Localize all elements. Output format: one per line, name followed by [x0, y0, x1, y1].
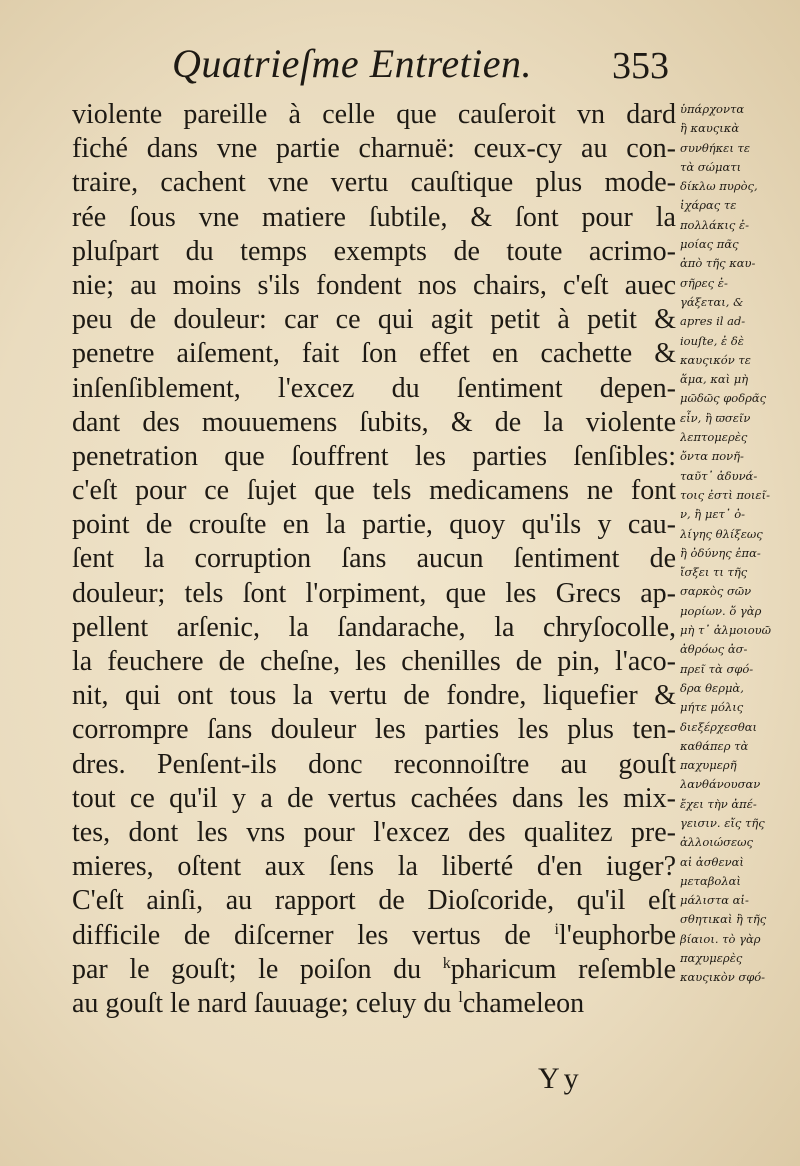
- text-line: [72, 987, 676, 1021]
- text-line: rée ſous vne matiere ſubtile, & ſont pour la: [72, 201, 676, 233]
- margin-note-line: ἀθρόως ἀσ-: [680, 642, 748, 657]
- text-segment: par le gouſt; le poiſon du: [72, 953, 422, 985]
- text-segment: au gouſt le nard ſauuage; celuy du: [72, 987, 452, 1019]
- text-line: penetre aiſement, fait ſon effet en cachette &: [72, 338, 676, 370]
- text-line: penetration que ſouffrent les parties ſenſibles:: [72, 440, 676, 472]
- note-reference: i: [554, 920, 559, 938]
- text-line: ſent la corruption ſans aucun ſentiment de: [72, 543, 676, 575]
- margin-note-line: ὄντα πονῆ-: [680, 449, 744, 464]
- margin-note-line: καυςικόν τε: [680, 352, 751, 367]
- margin-note-line: τοις ἐστὶ ποιεῖ-: [680, 487, 770, 502]
- margin-note-line: καθάπερ τὰ: [680, 738, 749, 753]
- margin-note-line: μοίας πᾶς: [680, 237, 739, 252]
- text-segment: difficile de diſcerner les vertus de: [72, 919, 531, 951]
- text-line: pellent arſenic, la ſandarache, la chryſocolle,: [72, 611, 676, 643]
- text-line: [72, 953, 676, 987]
- margin-note-line: παχυμερῆ: [680, 758, 737, 773]
- margin-note-line: διεξέρχεσθαι: [680, 719, 758, 734]
- margin-note-line: βίαιοι. τὸ γὰρ: [680, 931, 761, 946]
- margin-note-line: λανθάνουσαν: [680, 777, 761, 792]
- text-line: fiché dans vne partie charnuë: ceux-cy au con-: [72, 133, 676, 165]
- margin-note-line: ἢ καυςικὰ: [680, 121, 740, 136]
- text-line: point de crouſte en la partie, quoy qu'ils y cau-: [72, 509, 676, 541]
- margin-note-line: καυςικὸν σφό-: [680, 970, 766, 985]
- margin-note-line: ταῦτ᾽ ἀδυνά-: [680, 468, 758, 483]
- text-line: mieres, oſtent aux ſens la liberté d'en iuger?: [72, 851, 676, 883]
- margin-note-line: iouſte, ἐ δὲ: [680, 333, 744, 348]
- margin-note-line: σῆρες ἐ-: [680, 275, 728, 290]
- text-line: nie; au moins s'ils fondent nos chairs, c'eſt auec: [72, 269, 676, 301]
- running-head: Quatrieſme Entretien.: [172, 41, 533, 86]
- text-segment: pharicum reſemble: [450, 953, 677, 985]
- note-reference: l: [458, 988, 463, 1006]
- catchword: Yy: [538, 1062, 583, 1095]
- margin-note-line: μάλιστα αἰ-: [680, 893, 749, 908]
- text-segment: l'euphorbe: [559, 919, 677, 951]
- margin-note-line: λίγης θλίξεως: [680, 526, 763, 541]
- margin-note-line: ἀλλοιώσεως: [680, 835, 753, 850]
- text-line: nit, qui ont tous la vertu de fondre, liquefier &: [72, 680, 676, 712]
- margin-note-line: μήτε μόλις: [680, 700, 744, 715]
- margin-note-line: μεταβολαὶ: [680, 873, 741, 888]
- margin-notes-column: [680, 100, 780, 988]
- text-line: tes, dont les vns pour l'excez des qualitez pre-: [72, 816, 676, 848]
- page-number: 353: [612, 45, 669, 87]
- margin-note-line: σαρκὸς σῶν: [680, 584, 752, 599]
- text-line: traire, cachent vne vertu cauſtique plus mode-: [72, 167, 676, 199]
- text-line: inſenſiblement, l'excez du ſentiment depen-: [72, 372, 676, 404]
- margin-note-line: ὑπάρχοντα: [680, 102, 745, 116]
- text-line: tout ce qu'il y a de vertus cachées dans les mix-: [72, 782, 676, 814]
- margin-note-line: ἴσξει τι τῆς: [680, 565, 748, 580]
- margin-note-line: apres il ad-: [680, 314, 746, 329]
- margin-note-line: ἰχάρας τε: [680, 198, 737, 213]
- margin-note-line: πρεῖ τὰ σφό-: [680, 661, 754, 676]
- text-line: [72, 919, 676, 953]
- note-reference: k: [442, 954, 451, 972]
- margin-note-line: γάξεται, &: [680, 294, 744, 309]
- margin-note-line: παχυμερὲς: [680, 951, 743, 966]
- margin-note-line: σθητικαὶ ἢ τῆς: [680, 912, 767, 927]
- margin-note-line: ἅμα, καὶ μὴ: [680, 372, 749, 387]
- text-line: corrompre ſans douleur les parties les plus ten-: [72, 714, 676, 746]
- text-line: pluſpart du temps exempts de toute acrimo-: [72, 235, 676, 267]
- margin-note-line: λεπτομερὲς: [680, 430, 748, 445]
- main-text-column: [72, 98, 676, 1021]
- margin-note-line: δρα θερμὰ,: [680, 680, 744, 695]
- text-line: c'eſt pour ce ſujet que tels medicamens ne font: [72, 475, 676, 507]
- margin-note-line: πολλάκις ἐ-: [680, 217, 750, 232]
- margin-note-line: συνθήκει τε: [680, 140, 751, 155]
- margin-note-line: ἔχει τὴν ἀπέ-: [680, 796, 757, 811]
- text-line: douleur; tels ſont l'orpiment, que les Grecs ap-: [72, 577, 676, 609]
- margin-note-line: δίκλω πυρὸς,: [680, 179, 758, 194]
- margin-note-line: μορίων. ὅ γὰρ: [680, 603, 762, 618]
- text-line: la feuchere de cheſne, les chenilles de pin, l'aco-: [72, 646, 676, 677]
- margin-note-line: αἱ ἀσθεναὶ: [680, 854, 744, 869]
- text-line: dant des mouuemens ſubits, & de la violente: [72, 406, 676, 438]
- margin-note-line: μῶδῶς φοδρᾶς: [680, 391, 767, 406]
- text-line: peu de douleur: car ce qui agit petit à petit &: [72, 304, 676, 336]
- text-line: dres. Penſent-ils donc reconnoiſtre au gouſt: [72, 748, 676, 780]
- margin-note-line: μὴ τ᾽ ἀλμοιουῶ: [680, 623, 772, 638]
- text-segment: chameleon: [462, 987, 585, 1019]
- text-line: C'eſt ainſi, au rapport de Dioſcoride, qu'il eſt: [72, 885, 676, 917]
- margin-note-line: ἀπὸ τῆς καυ-: [680, 256, 756, 271]
- margin-note-line: τὰ σώματι: [680, 159, 742, 174]
- page-header: [172, 40, 732, 104]
- margin-note-line: ἢ ὀδύνης ἐπα-: [680, 545, 761, 560]
- margin-note-line: εἶν, ἢ ϖσεῖν: [680, 410, 751, 425]
- margin-note-line: ν, ἢ μετ᾽ ὀ-: [680, 507, 746, 522]
- text-line: violente pareille à celle que cauſeroit vn dard: [72, 99, 676, 130]
- margin-note-line: γεισιν. εἴς τῆς: [680, 815, 765, 830]
